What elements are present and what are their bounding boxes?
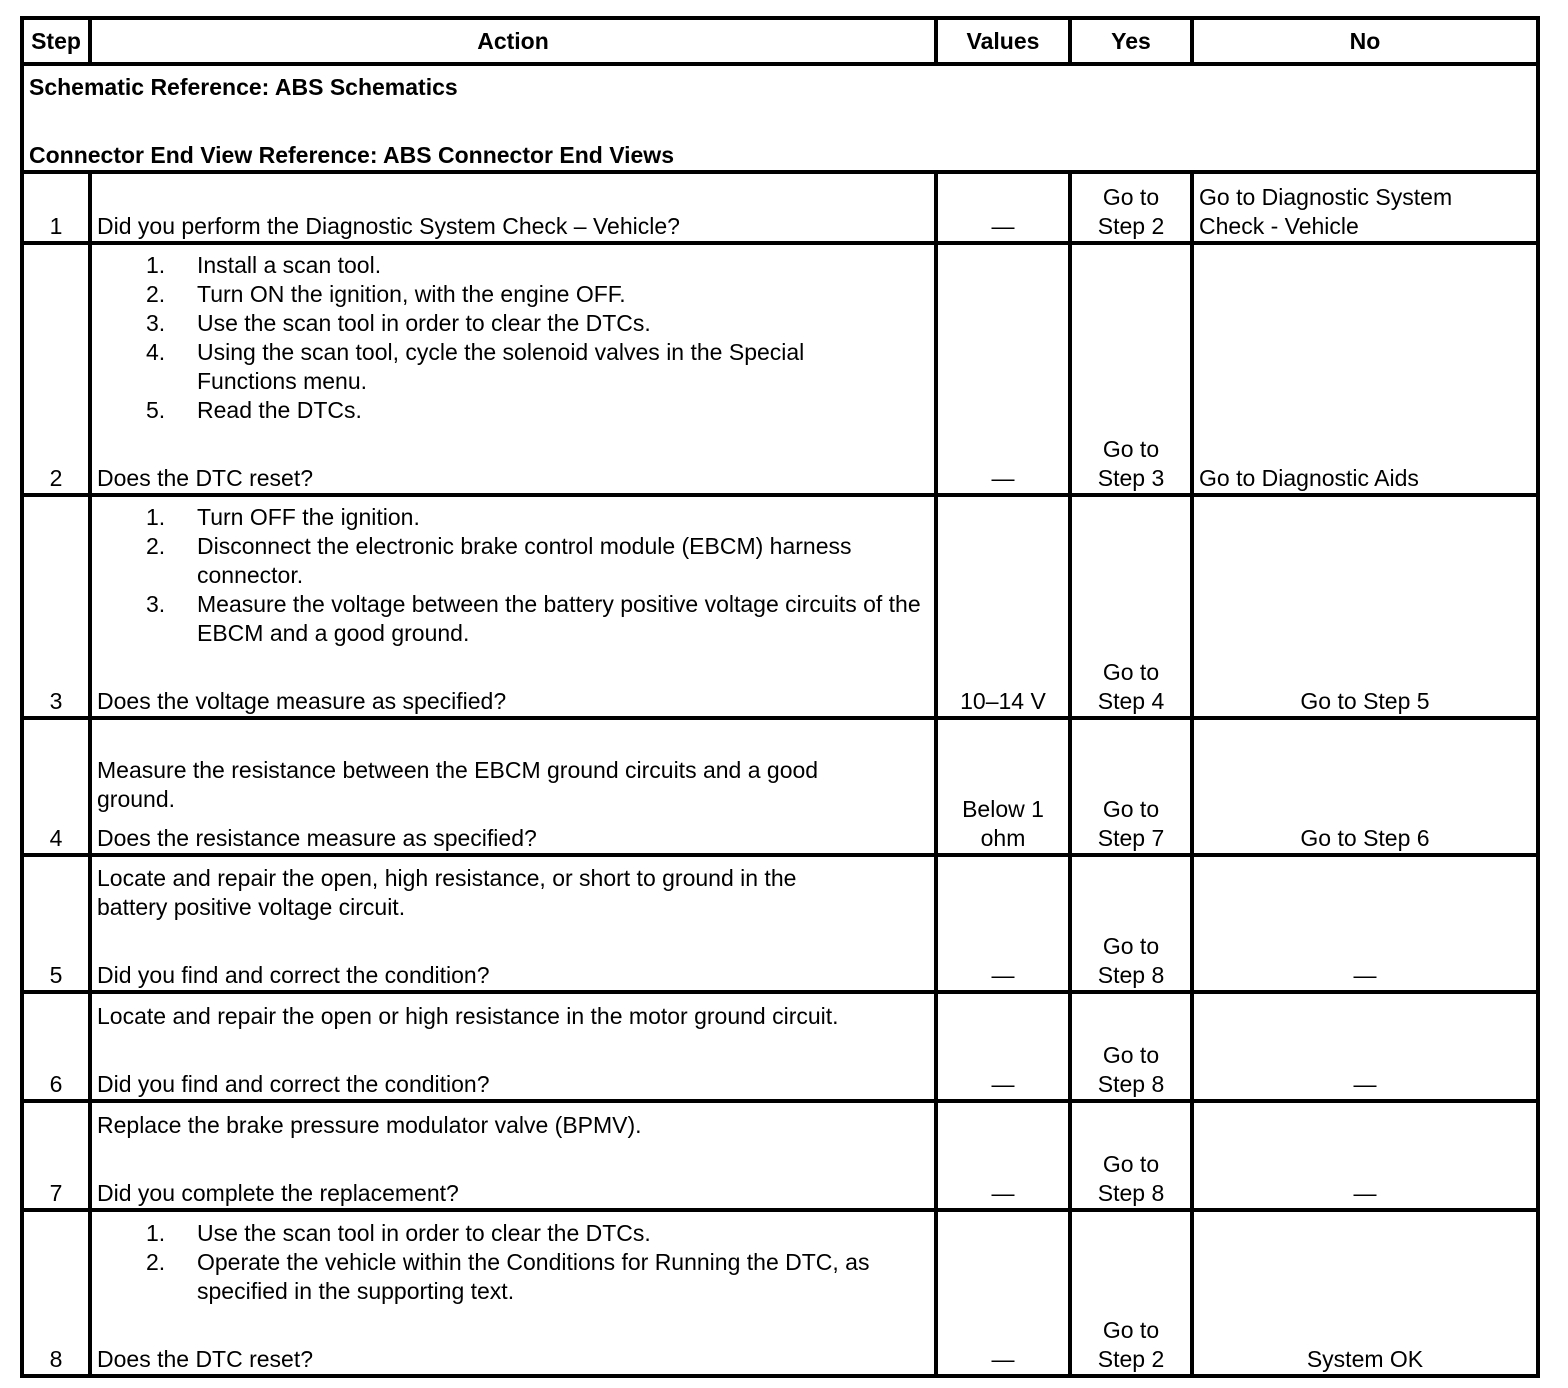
action-text: Locate and repair the open or high resistance in the motor ground circuit. xyxy=(97,1003,839,1029)
yes-line: Step 8 xyxy=(1097,962,1165,988)
table-row xyxy=(22,495,1538,718)
step-number: 3 xyxy=(22,495,90,718)
values-cell: — xyxy=(936,1210,1070,1376)
yes-line: Go to xyxy=(1102,184,1160,210)
no-line: Go to Step 6 xyxy=(1300,825,1430,851)
yes-cell xyxy=(1070,855,1192,992)
schematic-reference: Schematic Reference: ABS Schematics xyxy=(29,74,458,100)
values-cell: — xyxy=(936,855,1070,992)
step-number: 6 xyxy=(22,992,90,1101)
action-cell xyxy=(90,855,936,992)
list-item: 3. Use the scan tool in order to clear the DTCs. xyxy=(146,310,651,336)
yes-line: Step 3 xyxy=(1097,465,1165,491)
action-cell xyxy=(90,718,936,855)
values-cell: — xyxy=(936,172,1070,243)
yes-line: Go to xyxy=(1102,1042,1160,1068)
values-cell: — xyxy=(936,243,1070,495)
procedure-list xyxy=(97,251,929,425)
no-cell xyxy=(1192,1210,1538,1376)
no-line: Go to Diagnostic System xyxy=(1199,184,1453,210)
no-cell xyxy=(1192,243,1538,495)
no-cell xyxy=(1192,172,1538,243)
values-cell: 10–14 V xyxy=(936,495,1070,718)
question-text: Does the DTC reset? xyxy=(97,465,314,491)
yes-line: Step 8 xyxy=(1097,1071,1165,1097)
action-text: Measure the resistance between the EBCM ground circuits and a good ground. xyxy=(97,757,819,812)
header-row xyxy=(22,18,1538,64)
yes-line: Go to xyxy=(1102,1151,1160,1177)
connector-reference: Connector End View Reference: ABS Connector End Views xyxy=(29,142,674,168)
header-values: Values xyxy=(936,18,1070,64)
list-item: 1. Turn OFF the ignition. xyxy=(146,504,420,530)
table-row xyxy=(22,1101,1538,1210)
header-no: No xyxy=(1192,18,1538,64)
yes-line: Go to xyxy=(1102,436,1160,462)
no-cell xyxy=(1192,992,1538,1101)
action-text: Locate and repair the open, high resistance, or short to ground in the battery positive voltage circuit. xyxy=(97,865,797,920)
procedure-list xyxy=(97,503,929,648)
step-number: 2 xyxy=(22,243,90,495)
yes-cell xyxy=(1070,172,1192,243)
no-cell xyxy=(1192,718,1538,855)
table-row xyxy=(22,243,1538,495)
table-row xyxy=(22,1210,1538,1376)
yes-line: Go to xyxy=(1102,796,1160,822)
no-line: — xyxy=(1353,962,1377,988)
yes-line: Step 8 xyxy=(1097,1180,1165,1206)
yes-line: Step 7 xyxy=(1097,825,1165,851)
yes-line: Step 2 xyxy=(1097,1346,1165,1372)
yes-cell xyxy=(1070,495,1192,718)
yes-cell xyxy=(1070,1101,1192,1210)
list-item: 1. Use the scan tool in order to clear the DTCs. xyxy=(146,1220,651,1246)
step-number: 7 xyxy=(22,1101,90,1210)
values-cell xyxy=(936,718,1070,855)
table-row xyxy=(22,172,1538,243)
no-cell xyxy=(1192,855,1538,992)
action-text: Did you perform the Diagnostic System Check – Vehicle? xyxy=(97,213,680,239)
list-item: 4. Using the scan tool, cycle the solenoid valves in the Special Functions menu. xyxy=(146,339,805,394)
list-item: 1. Install a scan tool. xyxy=(146,252,382,278)
no-line: Go to Step 5 xyxy=(1300,688,1430,714)
question-text: Did you complete the replacement? xyxy=(97,1180,459,1206)
question-text: Does the DTC reset? xyxy=(97,1346,314,1372)
list-item: 2. Operate the vehicle within the Conditions for Running the DTC, as specified in the supporting text. xyxy=(146,1249,870,1304)
no-line: — xyxy=(1353,1180,1377,1206)
yes-line: Go to xyxy=(1102,933,1160,959)
yes-line: Go to xyxy=(1102,659,1160,685)
header-action: Action xyxy=(90,18,936,64)
no-cell xyxy=(1192,1101,1538,1210)
no-cell xyxy=(1192,495,1538,718)
header-yes: Yes xyxy=(1070,18,1192,64)
procedure-list xyxy=(97,1219,929,1306)
action-cell xyxy=(90,495,936,718)
diagnostic-page xyxy=(20,16,1540,1378)
step-number: 4 xyxy=(22,718,90,855)
yes-cell xyxy=(1070,1210,1192,1376)
no-line: — xyxy=(1353,1071,1377,1097)
question-text: Did you find and correct the condition? xyxy=(97,962,490,988)
yes-line: Step 2 xyxy=(1097,213,1165,239)
reference-row xyxy=(22,64,1538,172)
no-line: Go to Diagnostic Aids xyxy=(1199,465,1419,491)
action-cell xyxy=(90,1210,936,1376)
yes-line: Step 4 xyxy=(1097,688,1165,714)
action-cell xyxy=(90,172,936,243)
diagnostic-table xyxy=(20,16,1540,1378)
no-line: Check - Vehicle xyxy=(1199,213,1359,239)
values-cell: — xyxy=(936,992,1070,1101)
yes-cell xyxy=(1070,243,1192,495)
values-cell: — xyxy=(936,1101,1070,1210)
yes-cell xyxy=(1070,992,1192,1101)
values-line: ohm xyxy=(980,825,1026,851)
table-row xyxy=(22,992,1538,1101)
header-step: Step xyxy=(22,18,90,64)
list-item: 2. Disconnect the electronic brake control module (EBCM) harness connector. xyxy=(146,533,852,588)
action-cell xyxy=(90,992,936,1101)
action-cell xyxy=(90,243,936,495)
yes-line: Go to xyxy=(1102,1317,1160,1343)
action-text: Replace the brake pressure modulator valve (BPMV). xyxy=(97,1112,642,1138)
values-line: Below 1 xyxy=(962,796,1044,822)
question-text: Does the resistance measure as specified? xyxy=(97,825,537,851)
yes-cell xyxy=(1070,718,1192,855)
question-text: Did you find and correct the condition? xyxy=(97,1071,490,1097)
table-row xyxy=(22,855,1538,992)
step-number: 1 xyxy=(22,172,90,243)
no-line: System OK xyxy=(1306,1346,1424,1372)
action-cell xyxy=(90,1101,936,1210)
table-row xyxy=(22,718,1538,855)
question-text: Does the voltage measure as specified? xyxy=(97,688,507,714)
step-number: 5 xyxy=(22,855,90,992)
list-item: 5. Read the DTCs. xyxy=(146,397,362,423)
list-item: 2. Turn ON the ignition, with the engine OFF. xyxy=(146,281,626,307)
step-number: 8 xyxy=(22,1210,90,1376)
list-item: 3. Measure the voltage between the battery positive voltage circuits of the EBCM and a good ground. xyxy=(146,591,921,646)
reference-cell xyxy=(22,64,1538,172)
